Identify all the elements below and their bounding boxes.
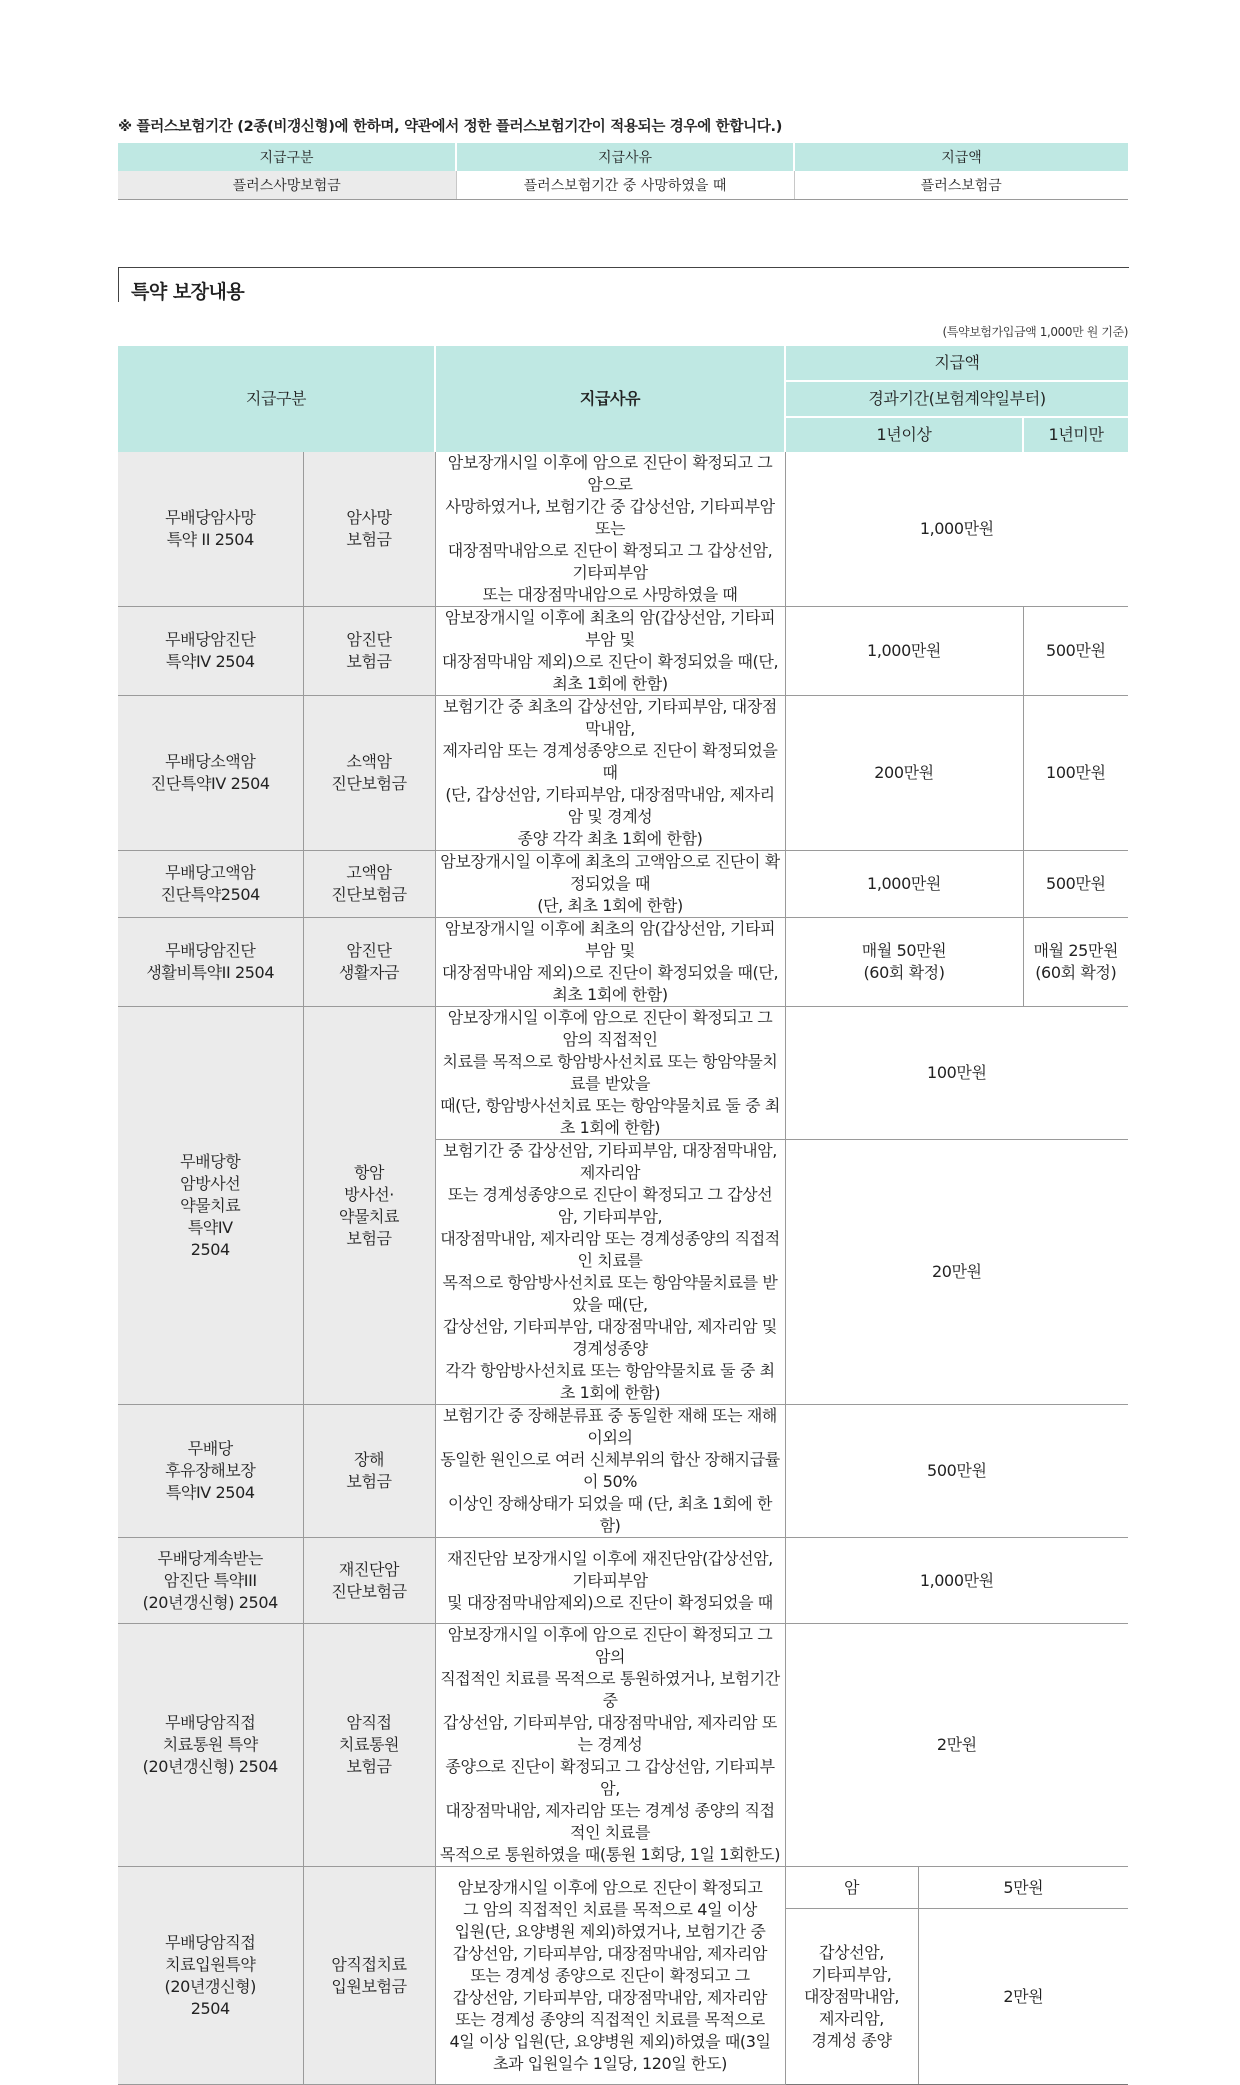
payment-reason: 암보장개시일 이후에 암으로 진단이 확정되고 그 암의 직접적인 치료를 목적으로 4일 이상 입원(단, 요양병원 제외)하였거나, 보험기간 중 갑상선암, 기타피부암, 대장점막내암, 제자리암 또는 경계성 종양으로 진단이 확정되고 그 갑상선암, 기타피부암, 대장점막내암, 제자리암 또는 경계성 종양의 직접적인 치료를 목적으로 4일 이상 입원(단, 요양병원 제외)하였을 때(3일 초과 입원일수 1일당, 120일 한도) [435, 1867, 785, 2085]
rider-name: 무배당암진단 특약IV 2504 [118, 607, 303, 696]
basis-note: (특약보험가입금액 1,000만 원 기준) [942, 325, 1128, 339]
amount-under-1yr: 500만원 [1023, 607, 1128, 696]
payment-reason: 암보장개시일 이후에 암으로 진단이 확정되고 그 암으로 사망하였거나, 보험기간 중 갑상선암, 기타피부암 또는 대장점막내암으로 진단이 확정되고 그 갑상선암, 기타피부암 또는 대장점막내암으로 사망하였을 때 [435, 452, 785, 607]
table-row [118, 1624, 1128, 1867]
rider-benefit-table [118, 344, 1128, 2085]
table-row [118, 851, 1128, 918]
table-cell: 플러스사망보험금 [118, 171, 456, 200]
amount-under-1yr: 100만원 [1023, 696, 1128, 851]
benefit-name: 암진단 생활자금 [303, 918, 435, 1007]
rider-name: 무배당암사망 특약 II 2504 [118, 452, 303, 607]
column-header: 지급액 [794, 143, 1128, 171]
table-row [118, 607, 1128, 696]
benefit-name: 소액암 진단보험금 [303, 696, 435, 851]
table-row [118, 452, 1128, 607]
table-row [118, 696, 1128, 851]
table-row [118, 171, 1128, 200]
payment-amount: 500만원 [785, 1405, 1128, 1538]
amount-under-1yr: 500만원 [1023, 851, 1128, 918]
rider-name: 무배당암직접 치료통원 특약 (20년갱신형) 2504 [118, 1624, 303, 1867]
amount-over-1yr: 1,000만원 [785, 607, 1023, 696]
benefit-name: 장해 보험금 [303, 1405, 435, 1538]
payment-reason: 암보장개시일 이후에 암으로 진단이 확정되고 그 암의 직접적인 치료를 목적으로 항암방사선치료 또는 항암약물치료를 받았을 때(단, 항암방사선치료 또는 항암약물치료 둘 중 최초 1회에 한함) [435, 1007, 785, 1140]
benefit-name: 암직접치료 입원보험금 [303, 1867, 435, 2085]
cancer-type: 암 [785, 1867, 918, 1909]
cancer-type: 갑상선암, 기타피부암, 대장점막내암, 제자리암, 경계성 종양 [785, 1909, 918, 2085]
benefit-name: 암직접 치료통원 보험금 [303, 1624, 435, 1867]
amount-over-1yr: 200만원 [785, 696, 1023, 851]
table-row [118, 918, 1128, 1007]
payment-reason: 재진단암 보장개시일 이후에 재진단암(갑상선암, 기타피부암 및 대장점막내암제외)으로 진단이 확정되었을 때 [435, 1538, 785, 1624]
amount-over-1yr: 매월 50만원 (60회 확정) [785, 918, 1023, 1007]
amount-over-1yr: 1,000만원 [785, 851, 1023, 918]
section-header [118, 267, 1129, 302]
header-reason: 지급사유 [435, 345, 785, 452]
benefit-name: 재진단암 진단보험금 [303, 1538, 435, 1624]
payment-reason: 보험기간 중 갑상선암, 기타피부암, 대장점막내암, 제자리암 또는 경계성종양으로 진단이 확정되고 그 갑상선암, 기타피부암, 대장점막내암, 제자리암 또는 경계성종양의 직접적인 치료를 목적으로 항암방사선치료 또는 항암약물치료를 받았을 때(단, 갑상선암, 기타피부암, 대장점막내암, 제자리암 및 경계성종양 각각 항암방사선치료 또는 항암약물치료 둘 중 최초 1회에 한함) [435, 1140, 785, 1405]
payment-amount: 1,000만원 [785, 452, 1128, 607]
rider-name: 무배당계속받는 암진단 특약III (20년갱신형) 2504 [118, 1538, 303, 1624]
header-under-1yr: 1년미만 [1023, 417, 1128, 452]
payment-amount: 100만원 [785, 1007, 1128, 1140]
table-header-row [118, 143, 1128, 171]
column-header: 지급사유 [456, 143, 794, 171]
table-row [118, 1867, 1128, 1909]
table-row [118, 1538, 1128, 1624]
payment-amount: 2만원 [918, 1909, 1128, 2085]
benefit-name: 암사망 보험금 [303, 452, 435, 607]
plus-period-note: ※ 플러스보험기간 (2종(비갱신형)에 한하며, 약관에서 정한 플러스보험기간이 적용되는 경우에 한합니다.) [118, 119, 783, 135]
table-row [118, 1405, 1128, 1538]
rider-name: 무배당소액암 진단특약IV 2504 [118, 696, 303, 851]
payment-reason: 보험기간 중 최초의 갑상선암, 기타피부암, 대장점막내암, 제자리암 또는 경계성종양으로 진단이 확정되었을 때 (단, 갑상선암, 기타피부암, 대장점막내암, 제자리암 및 경계성 종양 각각 최초 1회에 한함) [435, 696, 785, 851]
table-header-row [118, 345, 1128, 381]
payment-reason: 암보장개시일 이후에 최초의 고액암으로 진단이 확정되었을 때 (단, 최초 1회에 한함) [435, 851, 785, 918]
header-category: 지급구분 [118, 345, 435, 452]
payment-amount: 2만원 [785, 1624, 1128, 1867]
rider-name: 무배당고액암 진단특약2504 [118, 851, 303, 918]
plus-benefit-table [118, 143, 1128, 200]
table-cell: 플러스보험기간 중 사망하였을 때 [456, 171, 794, 200]
amount-under-1yr: 매월 25만원 (60회 확정) [1023, 918, 1128, 1007]
benefit-name: 암진단 보험금 [303, 607, 435, 696]
payment-amount: 5만원 [918, 1867, 1128, 1909]
payment-amount: 1,000만원 [785, 1538, 1128, 1624]
benefit-name: 고액암 진단보험금 [303, 851, 435, 918]
table-row [118, 1007, 1128, 1140]
benefit-name: 항암 방사선· 약물치료 보험금 [303, 1007, 435, 1405]
table-cell: 플러스보험금 [794, 171, 1128, 200]
rider-name: 무배당항 암방사선 약물치료 특약IV 2504 [118, 1007, 303, 1405]
header-amount: 지급액 [785, 345, 1128, 381]
header-over-1yr: 1년이상 [785, 417, 1023, 452]
header-period: 경과기간(보험계약일부터) [785, 381, 1128, 417]
payment-reason: 보험기간 중 장해분류표 중 동일한 재해 또는 재해 이외의 동일한 원인으로 여러 신체부위의 합산 장해지급률이 50% 이상인 장해상태가 되었을 때 (단, 최초 1회에 한함) [435, 1405, 785, 1538]
payment-reason: 암보장개시일 이후에 암으로 진단이 확정되고 그 암의 직접적인 치료를 목적으로 통원하였거나, 보험기간 중 갑상선암, 기타피부암, 대장점막내암, 제자리암 또는 경계성 종양으로 진단이 확정되고 그 갑상선암, 기타피부암, 대장점막내암, 제자리암 또는 경계성 종양의 직접적인 치료를 목적으로 통원하였을 때(통원 1회당, 1일 1회한도) [435, 1624, 785, 1867]
payment-reason: 암보장개시일 이후에 최초의 암(갑상선암, 기타피부암 및 대장점막내암 제외)으로 진단이 확정되었을 때(단, 최초 1회에 한함) [435, 607, 785, 696]
rider-name: 무배당암진단 생활비특약II 2504 [118, 918, 303, 1007]
payment-reason: 암보장개시일 이후에 최초의 암(갑상선암, 기타피부암 및 대장점막내암 제외)으로 진단이 확정되었을 때(단, 최초 1회에 한함) [435, 918, 785, 1007]
column-header: 지급구분 [118, 143, 456, 171]
rider-name: 무배당 후유장해보장 특약IV 2504 [118, 1405, 303, 1538]
rider-name: 무배당암직접 치료입원특약 (20년갱신형) 2504 [118, 1867, 303, 2085]
section-title: 특약 보장내용 [131, 281, 245, 303]
payment-amount: 20만원 [785, 1140, 1128, 1405]
